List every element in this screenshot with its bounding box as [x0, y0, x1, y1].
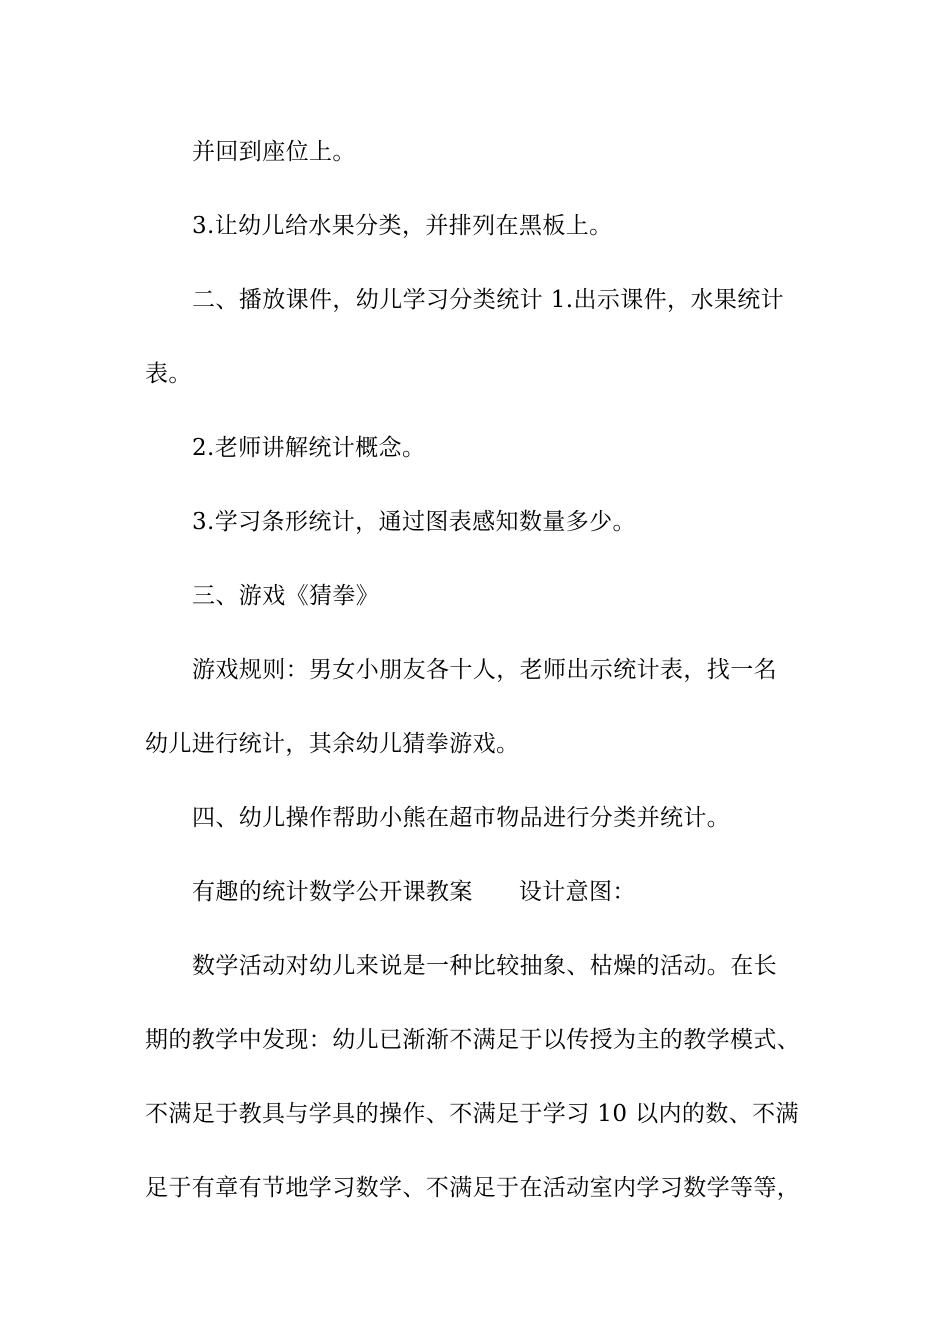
paragraph-line: 数学活动对幼儿来说是一种比较抽象、枯燥的活动。在长: [192, 953, 777, 979]
design-intent-label: 设计意图：: [518, 879, 636, 905]
paragraph-line: 并回到座位上。: [192, 139, 356, 165]
paragraph-line: 游戏规则：男女小朋友各十人，老师出示统计表，找一名: [192, 657, 777, 683]
paragraph-line: 表。: [145, 361, 192, 387]
paragraph-line: 足于有章有节地学习数学、不满足于在活动室内学习数学等等，: [145, 1175, 801, 1201]
paragraph-line: 二、播放课件，幼儿学习分类统计 1.出示课件，水果统计: [192, 287, 785, 313]
paragraph-line: 不满足于教具与学具的操作、不满足于学习 10 以内的数、不满: [145, 1101, 799, 1127]
paragraph-line: 2.老师讲解统计概念。: [192, 435, 426, 461]
paragraph-line: 四、幼儿操作帮助小熊在超市物品进行分类并统计。: [192, 805, 731, 831]
document-title: 有趣的统计数学公开课教案: [192, 879, 473, 905]
title-line: [192, 877, 832, 907]
paragraph-line: 幼儿进行统计，其余幼儿猜拳游戏。: [145, 731, 520, 757]
paragraph-line: 期的教学中发现：幼儿已渐渐不满足于以传授为主的教学模式、: [145, 1027, 801, 1053]
section-heading: 三、游戏《猜拳》: [192, 583, 380, 609]
paragraph-line: 3.让幼儿给水果分类，并排列在黑板上。: [192, 213, 613, 239]
paragraph-line: 3.学习条形统计，通过图表感知数量多少。: [192, 509, 636, 535]
